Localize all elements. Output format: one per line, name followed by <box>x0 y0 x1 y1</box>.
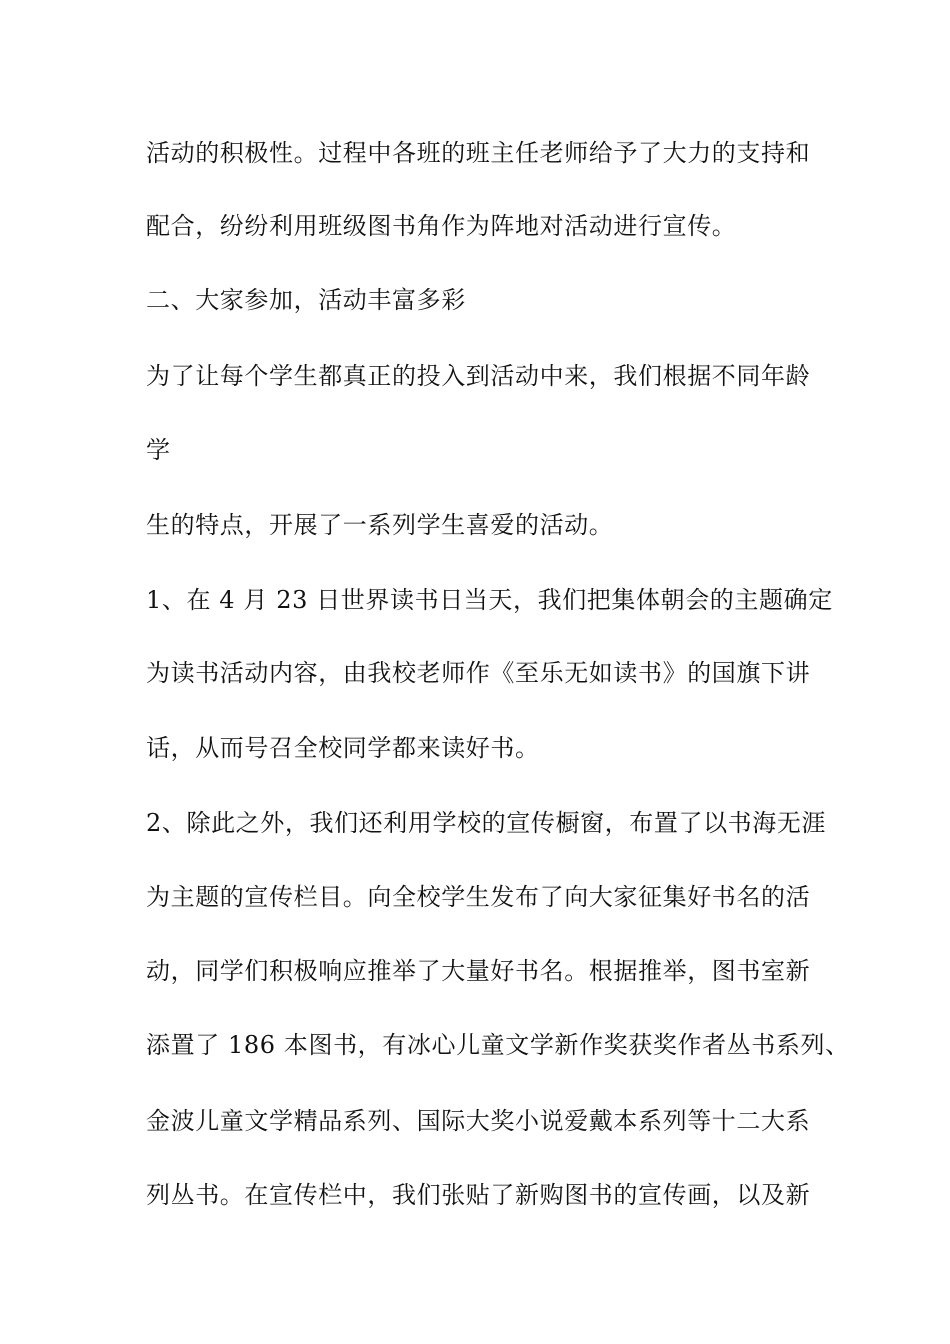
paragraph-line: 为了让每个学生都真正的投入到活动中来，我们根据不同年龄 <box>146 362 811 390</box>
paragraph-line: 为读书活动内容，由我校老师作《至乐无如读书》的国旗下讲 <box>146 659 811 687</box>
paragraph-line: 生的特点，开展了一系列学生喜爱的活动。 <box>146 511 614 539</box>
paragraph-line: 金波儿童文学精品系列、国际大奖小说爱戴本系列等十二大系 <box>146 1107 811 1135</box>
paragraph-line: 列丛书。在宣传栏中，我们张贴了新购图书的宣传画，以及新 <box>146 1181 811 1209</box>
paragraph-line: 活动的积极性。过程中各班的班主任老师给予了大力的支持和 <box>146 139 811 167</box>
paragraph-line: 话，从而号召全校同学都来读好书。 <box>146 734 540 762</box>
section-heading: 二、大家参加，活动丰富多彩 <box>146 286 466 314</box>
paragraph-line: 为主题的宣传栏目。向全校学生发布了向大家征集好书名的活 <box>146 883 811 911</box>
paragraph-line: 2、除此之外，我们还利用学校的宣传橱窗，布置了以书海无涯 <box>146 809 827 837</box>
paragraph-line: 添置了 186 本图书，有冰心儿童文学新作奖获奖作者丛书系列、 <box>146 1031 850 1059</box>
paragraph-line: 学 <box>146 436 171 464</box>
paragraph-line: 动，同学们积极响应推举了大量好书名。根据推举，图书室新 <box>146 957 811 985</box>
paragraph-line: 配合，纷纷利用班级图书角作为阵地对活动进行宣传。 <box>146 212 737 240</box>
paragraph-line: 1、在 4 月 23 日世界读书日当天，我们把集体朝会的主题确定 <box>146 586 833 614</box>
